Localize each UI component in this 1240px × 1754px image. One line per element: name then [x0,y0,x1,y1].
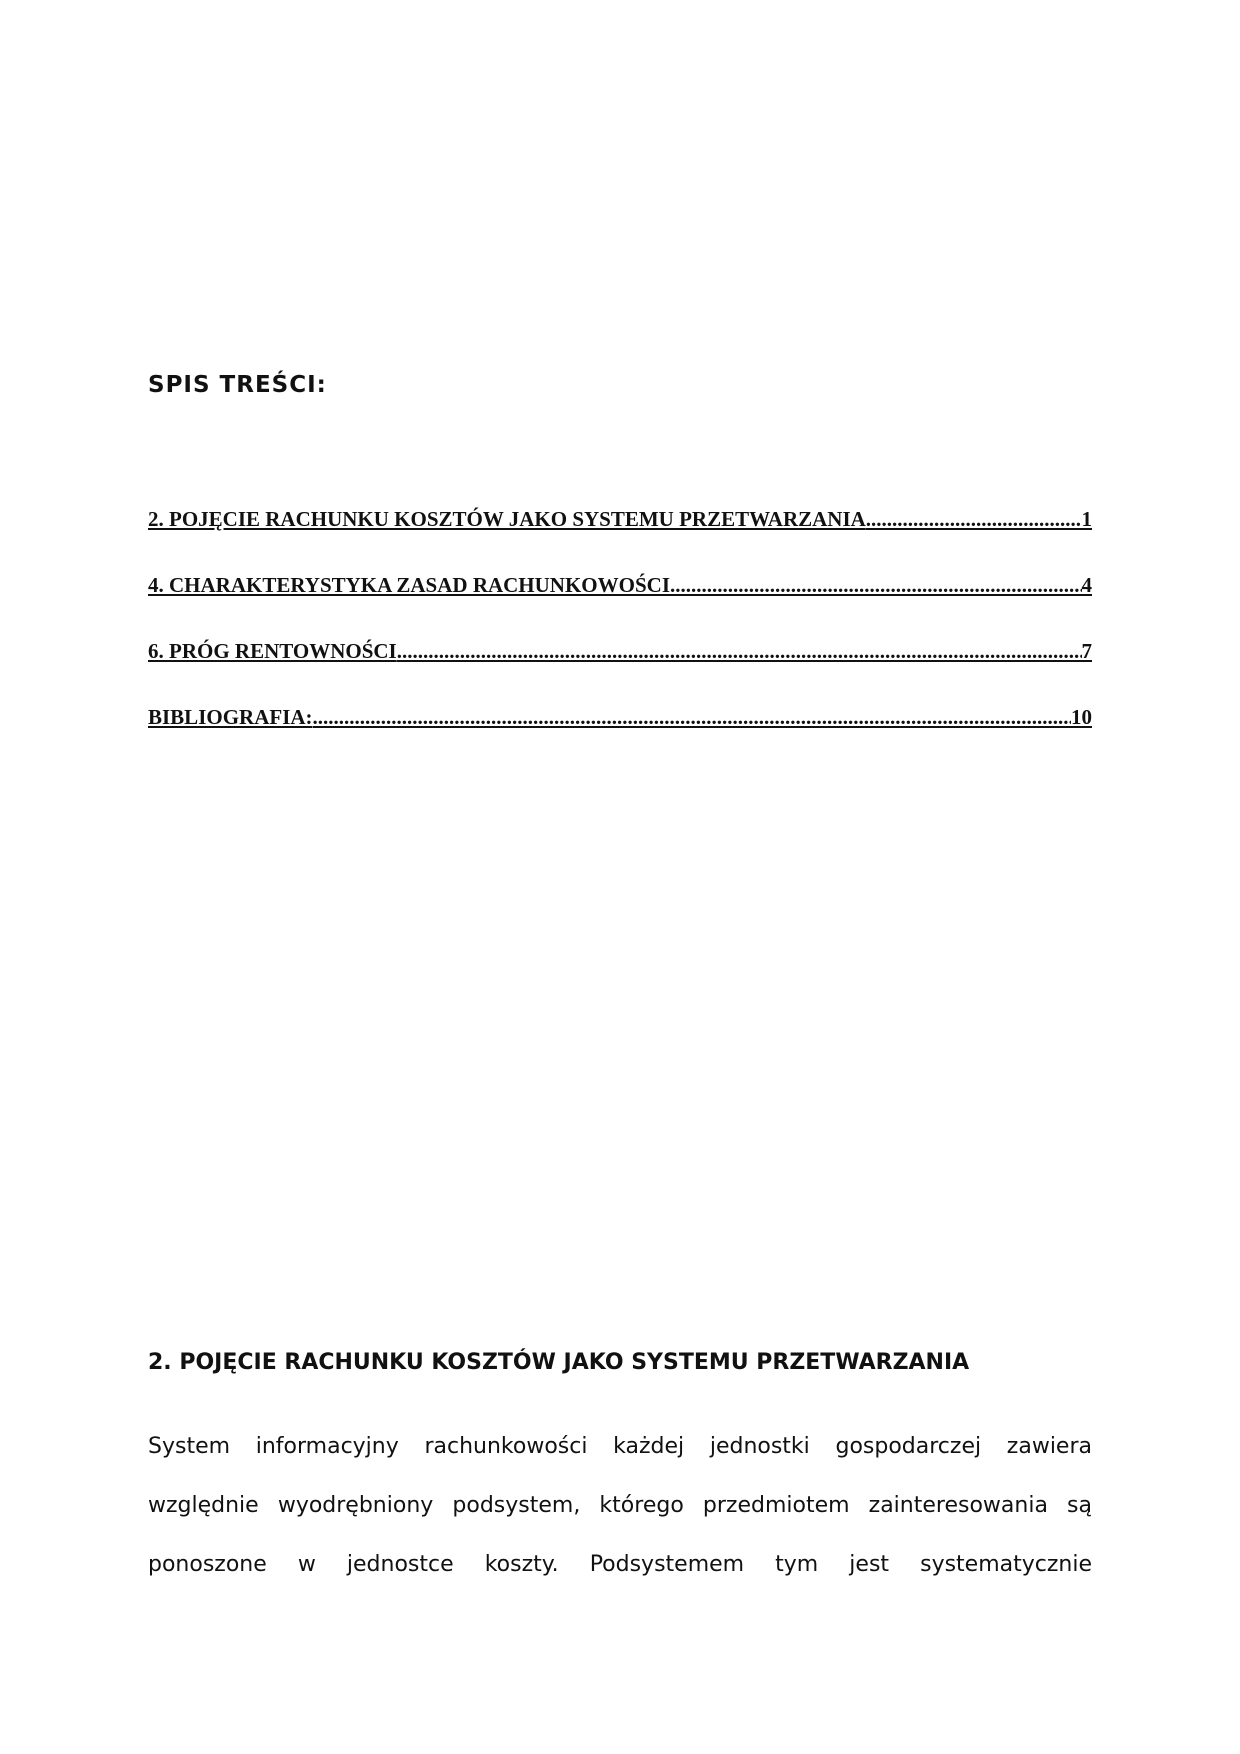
toc-entry-page-number: 1 [1081,507,1092,531]
toc-entry-bibliografia[interactable] [148,702,1092,768]
section-heading: 2. POJĘCIE RACHUNKU KOSZTÓW JAKO SYSTEMU PRZETWARZANIA [148,1350,970,1375]
toc-dot-leader [670,570,1082,600]
toc-dot-leader [313,702,1071,732]
section-paragraph: System informacyjny rachunkowości każdej jednostki gospodarczej zawiera względnie wyodrębniony podsystem, którego przedmiotem zainteresowania są ponoszone w jednostce koszty. Podsystemem tym jest systematycznie [148,1434,1092,1577]
toc-entry-title: 2. POJĘCIE RACHUNKU KOSZTÓW JAKO SYSTEMU PRZETWARZANIA [148,507,866,531]
toc-entry-pojecie-rachunku-kosztow[interactable] [148,504,1092,570]
toc-entry-prog-rentownosci[interactable] [148,636,1092,702]
toc-entry-page-number: 4 [1081,573,1092,597]
toc-entry-title: 6. PRÓG RENTOWNOŚCI [148,639,397,663]
toc-entry-page-number: 7 [1081,639,1092,663]
toc-dot-leader [866,504,1082,534]
toc-heading: SPIS TREŚCI: [148,372,327,398]
table-of-contents [148,504,1092,768]
toc-entry-charakterystyka-zasad[interactable] [148,570,1092,636]
toc-entry-page-number: 10 [1071,705,1092,729]
toc-entry-title: 4. CHARAKTERYSTYKA ZASAD RACHUNKOWOŚCI [148,573,670,597]
toc-dot-leader [397,636,1082,666]
toc-entry-title: BIBLIOGRAFIA: [148,705,313,729]
